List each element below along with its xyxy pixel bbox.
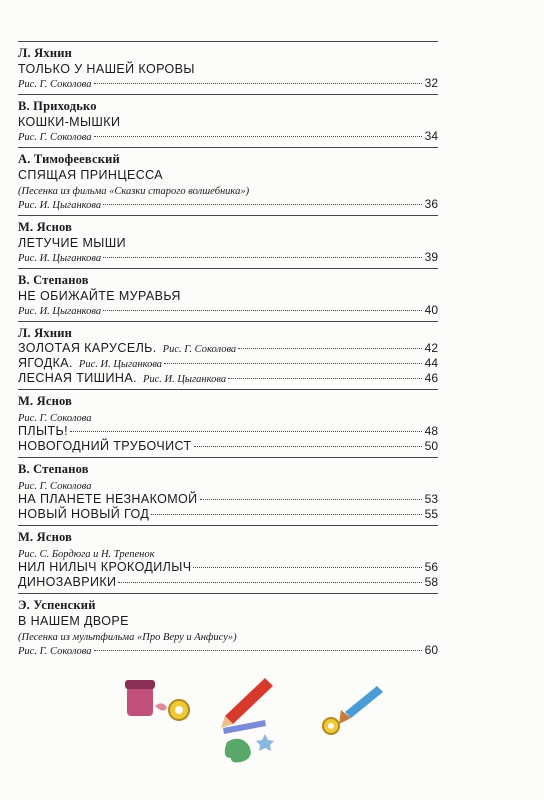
story-title: НЕ ОБИЖАЙТЕ МУРАВЬЯ (18, 289, 181, 303)
toc-line (18, 545, 438, 560)
page-number: 56 (424, 560, 438, 574)
dot-leader (118, 582, 422, 583)
dot-leader (103, 204, 422, 205)
illustrator-credit: Рис. И. Цыганкова (18, 253, 102, 264)
story-title: НА ПЛАНЕТЕ НЕЗНАКОМОЙ (18, 492, 198, 506)
author-name: Л. Яхнин (18, 46, 73, 60)
toc-entry (18, 268, 438, 318)
palette-icon (225, 739, 251, 763)
page-number: 48 (424, 424, 438, 438)
toc-entry (18, 321, 438, 386)
dot-leader (70, 431, 422, 432)
story-title: ЛЕТУЧИЕ МЫШИ (18, 236, 126, 250)
page-number: 60 (424, 643, 438, 657)
illustrator-credit: Рис. Г. Соколова (18, 79, 92, 90)
page-number: 46 (424, 371, 438, 385)
toc-line (18, 628, 438, 643)
dot-leader (228, 378, 422, 379)
star-icon (256, 734, 274, 751)
toc-line (18, 424, 438, 439)
toc-line (18, 643, 438, 658)
story-title: НОВЫЙ НОВЫЙ ГОД (18, 507, 150, 521)
illustrator-credit: Рис. Г. Соколова (18, 413, 92, 424)
author-name: М. Яснов (18, 220, 73, 234)
page-number: 58 (424, 575, 438, 589)
author-name: В. Приходько (18, 99, 97, 113)
separator-line (18, 215, 438, 216)
separator-line (18, 457, 438, 458)
page-number: 55 (424, 507, 438, 521)
toc-line (18, 492, 438, 507)
page-number: 50 (424, 439, 438, 453)
author-name: А. Тимофеевский (18, 152, 120, 166)
illustrator-credit: Рис. Г. Соколова (162, 344, 237, 355)
page-number: 53 (424, 492, 438, 506)
toc-line (18, 182, 438, 197)
toc-line (18, 76, 438, 91)
separator-line (18, 593, 438, 594)
toc-line (18, 303, 438, 318)
table-of-contents (18, 38, 438, 658)
story-title: В НАШЕМ ДВОРЕ (18, 614, 129, 628)
toc-line (18, 371, 438, 386)
toc-line (18, 167, 438, 182)
toc-entry (18, 215, 438, 265)
toc-entry (18, 457, 438, 522)
tape-roll-small-icon (323, 718, 339, 734)
separator-line (18, 41, 438, 42)
author-name: В. Степанов (18, 273, 89, 287)
dot-leader (103, 257, 422, 258)
toc-entry (18, 593, 438, 658)
dot-leader (94, 136, 422, 137)
story-title: ЛЕСНАЯ ТИШИНА. (18, 371, 137, 385)
page-number: 42 (424, 341, 438, 355)
separator-line (18, 389, 438, 390)
toc-line (18, 560, 438, 575)
dot-leader (103, 310, 422, 311)
page-number: 44 (424, 356, 438, 370)
dot-leader (193, 567, 422, 568)
separator-line (18, 147, 438, 148)
dot-leader (194, 446, 422, 447)
illustrator-credit: Рис. Г. Соколова (18, 481, 92, 492)
toc-entry (18, 525, 438, 590)
toc-line (18, 129, 438, 144)
dot-leader (200, 499, 422, 500)
page-number: 40 (424, 303, 438, 317)
toc-line (18, 477, 438, 492)
toc-line (18, 288, 438, 303)
paint-brush-icon (339, 686, 383, 724)
note-text: (Песенка из мультфильма «Про Веру и Анфису») (18, 632, 237, 643)
toc-line (18, 341, 438, 356)
separator-line (18, 94, 438, 95)
toc-entry (18, 94, 438, 144)
toc-line (18, 439, 438, 454)
page-number: 39 (424, 250, 438, 264)
dot-leader (151, 514, 422, 515)
paint-jar-icon (125, 680, 155, 716)
illustrator-credit: Рис. С. Бордюга и Н. Трепенок (18, 549, 155, 560)
author-name: В. Степанов (18, 462, 89, 476)
illustrator-credit: Рис. Г. Соколова (18, 646, 92, 657)
art-supplies-illustration (115, 672, 415, 772)
story-title: СПЯЩАЯ ПРИНЦЕССА (18, 168, 164, 182)
toc-line (18, 409, 438, 424)
page-number: 32 (424, 76, 438, 90)
toc-line (18, 613, 438, 628)
dot-leader (238, 348, 422, 349)
toc-entry (18, 389, 438, 454)
separator-line (18, 525, 438, 526)
separator-line (18, 321, 438, 322)
story-title: ЗОЛОТАЯ КАРУСЕЛЬ. (18, 341, 157, 355)
toc-line (18, 250, 438, 265)
illustrator-credit: Рис. И. Цыганкова (142, 374, 227, 385)
page-number: 36 (424, 197, 438, 211)
story-title: НИЛ НИЛЫЧ КРОКОДИЛЫЧ (18, 560, 192, 574)
note-text: (Песенка из фильма «Сказки старого волшебника») (18, 186, 250, 197)
story-title: ТОЛЬКО У НАШЕЙ КОРОВЫ (18, 62, 195, 76)
page-number: 34 (424, 129, 438, 143)
story-title: КОШКИ-МЫШКИ (18, 115, 121, 129)
toc-line (18, 114, 438, 129)
illustrator-credit: Рис. Г. Соколова (18, 132, 92, 143)
toc-line (18, 197, 438, 212)
toc-entry (18, 147, 438, 212)
author-name: М. Яснов (18, 394, 73, 408)
illustrator-credit: Рис. И. Цыганкова (18, 200, 102, 211)
tape-roll-icon (169, 700, 189, 720)
author-name: М. Яснов (18, 530, 73, 544)
story-title: ДИНОЗАВРИКИ (18, 575, 117, 589)
pencil-icon (221, 678, 273, 728)
toc-line (18, 61, 438, 76)
paint-splash-icon (155, 703, 167, 710)
author-name: Э. Успенский (18, 598, 96, 612)
toc-entry (18, 41, 438, 91)
dot-leader (94, 650, 422, 651)
toc-line (18, 575, 438, 590)
separator-line (18, 268, 438, 269)
toc-line (18, 356, 438, 371)
story-title: НОВОГОДНИЙ ТРУБОЧИСТ (18, 439, 192, 453)
dot-leader (164, 363, 422, 364)
toc-line (18, 507, 438, 522)
illustrator-credit: Рис. И. Цыганкова (78, 359, 163, 370)
author-name: Л. Яхнин (18, 326, 73, 340)
story-title: ПЛЫТЬ! (18, 424, 68, 438)
story-title: ЯГОДКА. (18, 356, 73, 370)
dot-leader (94, 83, 422, 84)
illustrator-credit: Рис. И. Цыганкова (18, 306, 102, 317)
toc-line (18, 235, 438, 250)
